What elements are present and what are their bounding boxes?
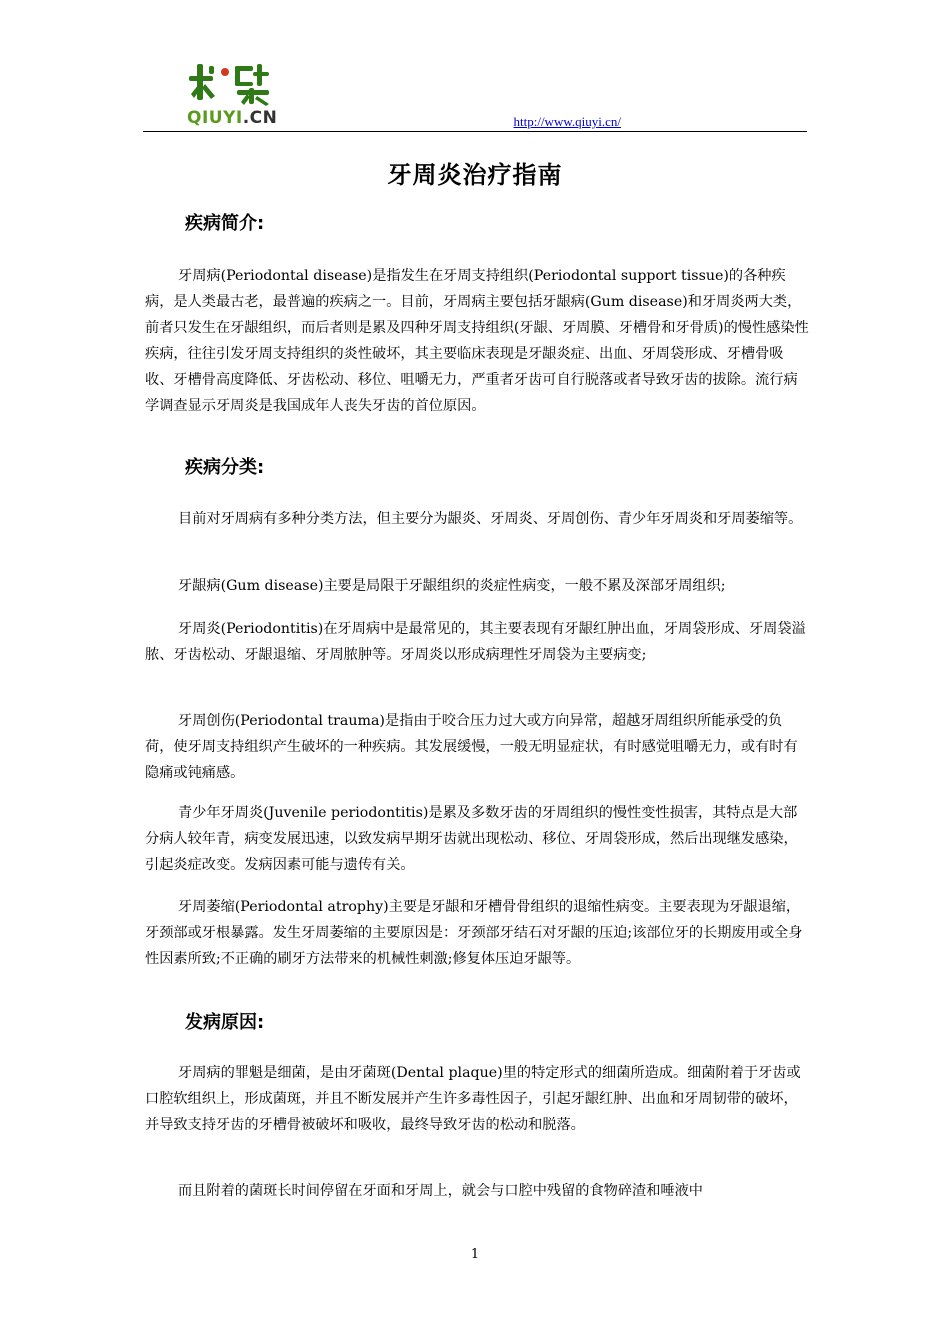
page-number: 1 — [470, 1247, 480, 1262]
document-title: 牙周炎治疗指南 — [387, 161, 563, 189]
paragraph-causes-plaque: 而且附着的菌斑长时间停留在牙面和牙周上，就会与口腔中残留的食物碎渣和唾液中 — [178, 1183, 703, 1199]
logo-wordmark — [187, 108, 277, 128]
qiuyi-logo[interactable] — [183, 56, 283, 132]
logo-word-qiuyi: QIUYI — [187, 108, 243, 128]
paragraph-periodontal-trauma: 牙周创伤(Periodontal trauma)是指由于咬合压力过大或方向异常，超越牙周组织所能承受的负荷，使牙周支持组织产生破坏的一种疾病。其发展缓慢，一般无明显症状，有时感觉咀嚼无力，或有时有隐痛或钝痛感。 — [145, 713, 798, 781]
paragraph-gum-disease: 牙龈病(Gum disease)主要是局限于牙龈组织的炎症性病变，一般不累及深部牙周组织; — [178, 578, 726, 594]
paragraph-intro: 牙周病(Periodontal disease)是指发生在牙周支持组织(Periodontal support tissue)的各种疾病，是人类最古老，最普遍的疾病之一。目前，牙周病主要包括牙龈病(Gum disease)和牙周炎两大类，前者只发生在牙龈组织，而后者则是累及四种牙周支持组织(牙龈、牙周膜、牙槽骨和牙骨质)的慢性感染性疾病，往往引发牙周支持组织的炎性破坏，其主要临床表现是牙龈炎症、出血、牙周袋形成、牙槽骨吸收、牙槽骨高度降低、牙齿松动、移位、咀嚼无力，严重者牙齿可自行脱落或者导致牙齿的拔除。流行病学调查显示牙周炎是我国成年人丧失牙齿的首位原因。 — [145, 268, 809, 414]
page-header — [143, 48, 807, 134]
section-heading-causes: 发病原因: — [185, 1012, 265, 1033]
paragraph-periodontitis: 牙周炎(Periodontitis)在牙周病中是最常见的，其主要表现有牙龈红肿出血，牙周袋形成、牙周袋溢脓、牙齿松动、牙龈退缩、牙周脓肿等。牙周炎以形成病理性牙周袋为主要病变; — [145, 621, 806, 663]
logo-calligraphy-icon — [187, 60, 277, 106]
paragraph-juvenile-periodontitis: 青少年牙周炎(Juvenile periodontitis)是累及多数牙齿的牙周组织的慢性变性损害，其特点是大部分病人较年青，病变发展迅速，以致发病早期牙齿就出现松动、移位、牙周袋形成，然后出现继发感染，引起炎症改变。发病因素可能与遗传有关。 — [145, 805, 798, 873]
site-url-link[interactable]: http://www.qiuyi.cn/ — [513, 114, 621, 129]
paragraph-classification-overview: 目前对牙周病有多种分类方法，但主要分为龈炎、牙周炎、牙周创伤、青少年牙周炎和牙周萎缩等。 — [178, 511, 803, 527]
header-divider — [143, 131, 807, 132]
section-heading-classification: 疾病分类: — [185, 457, 265, 478]
section-heading-intro: 疾病简介: — [185, 213, 265, 234]
paragraph-periodontal-atrophy: 牙周萎缩(Periodontal atrophy)主要是牙龈和牙槽骨骨组织的退缩性病变。主要表现为牙龈退缩，牙颈部或牙根暴露。发生牙周萎缩的主要原因是：牙颈部牙结石对牙龈的压迫;该部位牙的长期废用或全身性因素所致;不正确的刷牙方法带来的机械性刺激;修复体压迫牙龈等。 — [145, 899, 803, 967]
paragraph-causes-bacteria: 牙周病的罪魁是细菌，是由牙菌斑(Dental plaque)里的特定形式的细菌所造成。细菌附着于牙齿或口腔软组织上，形成菌斑，并且不断发展并产生许多毒性因子，引起牙龈红肿、出血和牙周韧带的破坏，并导致支持牙齿的牙槽骨被破坏和吸收，最终导致牙齿的松动和脱落。 — [145, 1065, 801, 1133]
logo-word-cn: .CN — [242, 108, 278, 128]
